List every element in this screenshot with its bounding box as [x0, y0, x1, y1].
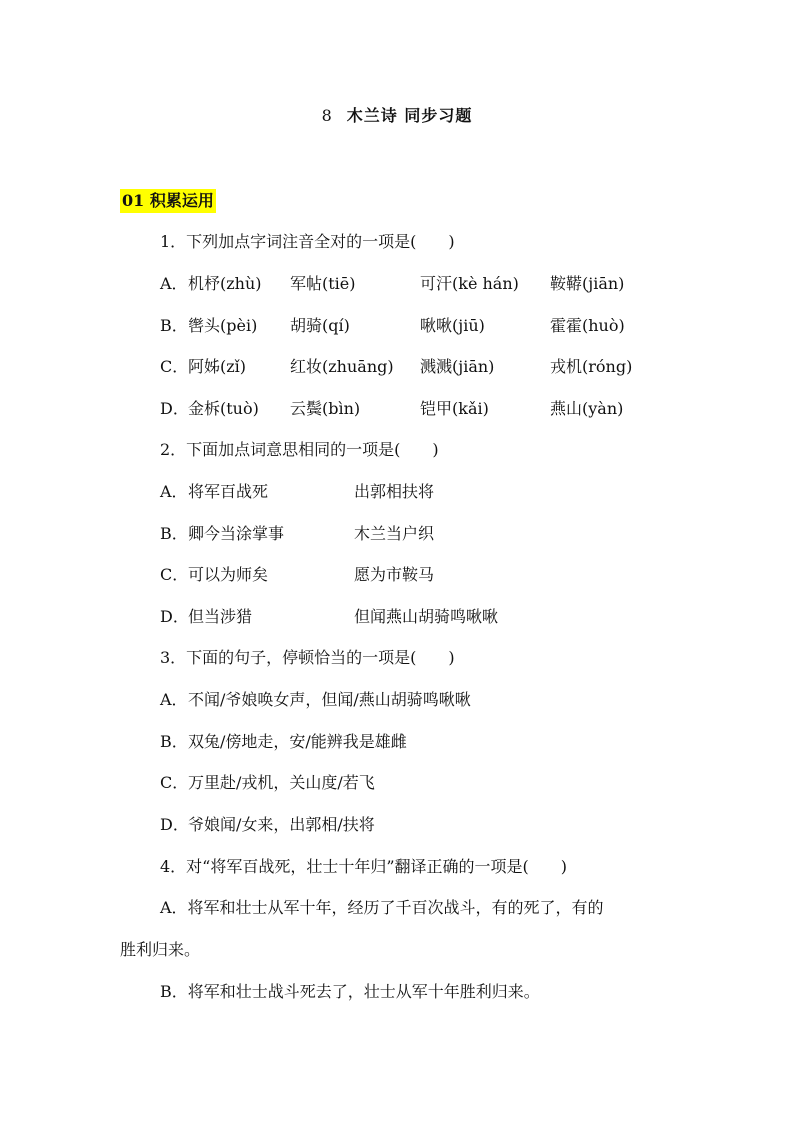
option-cell: 辔头(pèi)	[188, 316, 258, 335]
section-heading: 01 积累运用	[120, 189, 216, 213]
option-label: B．	[160, 732, 188, 751]
option-cell: 机杼(zhù)	[188, 274, 262, 293]
option-cell: 胡骑(qí)	[290, 316, 350, 335]
option-cell: 云鬓(bìn)	[290, 399, 361, 418]
option-cell: 可以为师矣	[188, 565, 269, 584]
page-title	[0, 103, 794, 126]
question-2-stem: 2．下面加点词意思相同的一项是( )	[160, 440, 439, 459]
title-number: 8	[321, 106, 333, 125]
option-cell: 铠甲(kǎi)	[420, 399, 489, 418]
option-label: C．	[160, 565, 189, 584]
title-text: 木兰诗 同步习题	[346, 106, 473, 125]
option-label: A．	[160, 274, 188, 293]
option-label: C．	[160, 773, 189, 792]
option-label: D．	[160, 399, 189, 418]
option-cell: 但闻燕山胡骑鸣啾啾	[354, 607, 499, 626]
option-cell: 但当涉猎	[188, 607, 253, 626]
option-text: 爷娘闻/女来，出郭相/扶将	[188, 815, 375, 834]
option-cell: 卿今当涂掌事	[188, 524, 285, 543]
option-cell: 出郭相扶将	[354, 482, 435, 501]
option-label: D．	[160, 607, 189, 626]
option-label: A．	[160, 690, 188, 709]
option-label: C．	[160, 357, 189, 376]
question-3-stem: 3．下面的句子，停顿恰当的一项是( )	[160, 648, 455, 667]
option-cell: 啾啾(jiū)	[420, 316, 485, 335]
option-cell: 燕山(yàn)	[550, 399, 624, 418]
option-label: B．	[160, 524, 188, 543]
q4-option-a: A．将军和壮士从军十年，经历了千百次战斗，有的死了，有的	[160, 898, 604, 917]
option-cell: 霍霍(huò)	[550, 316, 625, 335]
option-cell: 鞍鞯(jiān)	[550, 274, 625, 293]
option-cell: 可汗(kè hán)	[420, 274, 519, 293]
option-text: 不闻/爷娘唤女声，但闻/燕山胡骑鸣啾啾	[188, 690, 471, 709]
option-cell: 金柝(tuò)	[188, 399, 259, 418]
option-label: B．	[160, 316, 188, 335]
option-cell: 将军百战死	[188, 482, 269, 501]
option-text: 万里赴/戎机，关山度/若飞	[188, 773, 375, 792]
option-cell: 戎机(róng)	[550, 357, 633, 376]
option-cell: 木兰当户织	[354, 524, 435, 543]
option-cell: 军帖(tiē)	[290, 274, 356, 293]
option-cell: 溅溅(jiān)	[420, 357, 495, 376]
option-text: 双兔/傍地走，安/能辨我是雄雌	[188, 732, 407, 751]
option-cell: 愿为市鞍马	[354, 565, 435, 584]
question-4-stem: 4．对“将军百战死，壮士十年归”翻译正确的一项是( )	[160, 857, 568, 876]
q4-option-a-continued: 胜利归来。	[120, 940, 201, 959]
question-1-stem: 1．下列加点字词注音全对的一项是( )	[160, 232, 455, 251]
option-label: A．	[160, 482, 188, 501]
option-label: D．	[160, 815, 189, 834]
option-cell: 红妆(zhuāng)	[290, 357, 394, 376]
q4-option-b: B．将军和壮士战斗死去了，壮士从军十年胜利归来。	[160, 982, 540, 1001]
option-cell: 阿姊(zǐ)	[188, 357, 247, 376]
